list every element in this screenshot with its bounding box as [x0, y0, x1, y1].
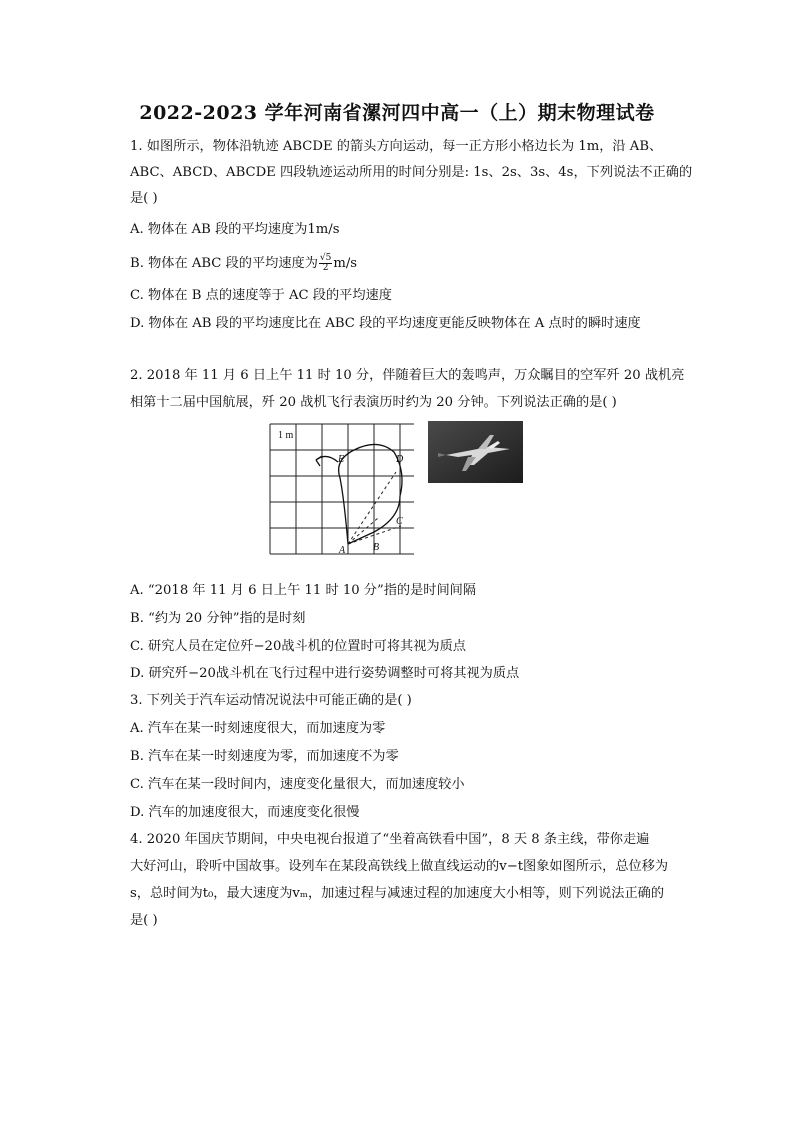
q1-option-b-fraction	[319, 254, 332, 273]
q1-option-b	[130, 254, 357, 273]
q3-option-a: A. 汽车在某一时刻速度很大，而加速度为零	[130, 721, 386, 736]
q1-option-b-unit: m/s	[333, 256, 358, 271]
q1-stem-line-3: 是( )	[130, 191, 158, 206]
q4-stem-line-2: 大好河山，聆听中国故事。设列车在某段高铁线上做直线运动的v−t图象如图所示，总位移为	[130, 859, 669, 874]
q2-stem-line-2: 相第十二届中国航展，歼 20 战机飞行表演历时约为 20 分钟。下列说法正确的是( )	[130, 395, 617, 410]
q2-option-b: B. “约为 20 分钟”指的是时刻	[130, 611, 306, 626]
q2-option-a: A. “2018 年 11 月 6 日上午 11 时 10 分”指的是时间间隔	[130, 583, 477, 598]
q3-option-c: C. 汽车在某一段时间内，速度变化量很大，而加速度较小	[130, 777, 465, 792]
fighter-jet-photo	[428, 421, 523, 483]
fraction-denominator: 2	[322, 263, 329, 273]
page-title: 2022-2023 学年河南省漯河四中高一（上）期末物理试卷	[139, 102, 655, 124]
point-c-label: C	[396, 516, 403, 527]
q1-option-d: D. 物体在 AB 段的平均速度比在 ABC 段的平均速度更能反映物体在 A 点时的瞬时速度	[130, 316, 641, 331]
point-e-label: E	[338, 454, 345, 465]
q3-option-d: D. 汽车的加速度很大，而速度变化很慢	[130, 805, 360, 820]
q1-option-b-text: B. 物体在 ABC 段的平均速度为	[130, 256, 318, 271]
q4-stem-line-4: 是( )	[130, 913, 158, 928]
q1-option-a: A. 物体在 AB 段的平均速度为1m/s	[130, 222, 340, 237]
q2-option-d: D. 研究歼−20战斗机在飞行过程中进行姿势调整时可将其视为质点	[130, 666, 520, 681]
point-a-label: A	[339, 545, 346, 556]
trajectory-grid-figure	[268, 422, 416, 556]
q4-stem-line-1: 4. 2020 年国庆节期间，中央电视台报道了“坐着高铁看中国”，8 天 8 条主线，带你走遍	[130, 832, 650, 847]
fraction-numerator: √5	[319, 253, 332, 263]
point-d-label: D	[396, 454, 404, 465]
q4-stem-line-3: s，总时间为t₀，最大速度为vₘ，加速过程与减速过程的加速度大小相等，则下列说法正确的	[130, 886, 665, 901]
q1-stem-line-2: ABC、ABCD、ABCDE 四段轨迹运动所用的时间分别是: 1s、2s、3s、4s，下列说法不正确的	[130, 165, 693, 180]
point-b-label: B	[373, 542, 380, 553]
q1-option-c: C. 物体在 B 点的速度等于 AC 段的平均速度	[130, 288, 392, 303]
scale-label: 1 m	[278, 430, 294, 441]
q3-option-b: B. 汽车在某一时刻速度为零，而加速度不为零	[130, 749, 399, 764]
q2-option-c: C. 研究人员在定位歼−20战斗机的位置时可将其视为质点	[130, 639, 466, 654]
q2-stem-line-1: 2. 2018 年 11 月 6 日上午 11 时 10 分，伴随着巨大的轰鸣声，万众瞩目的空军歼 20 战机亮	[130, 368, 685, 383]
q1-stem-line-1: 1. 如图所示，物体沿轨迹 ABCDE 的箭头方向运动，每一正方形小格边长为 1m，沿 AB、	[130, 139, 663, 154]
q3-stem: 3. 下列关于汽车运动情况说法中可能正确的是( )	[130, 693, 412, 708]
point-labels	[337, 454, 404, 556]
